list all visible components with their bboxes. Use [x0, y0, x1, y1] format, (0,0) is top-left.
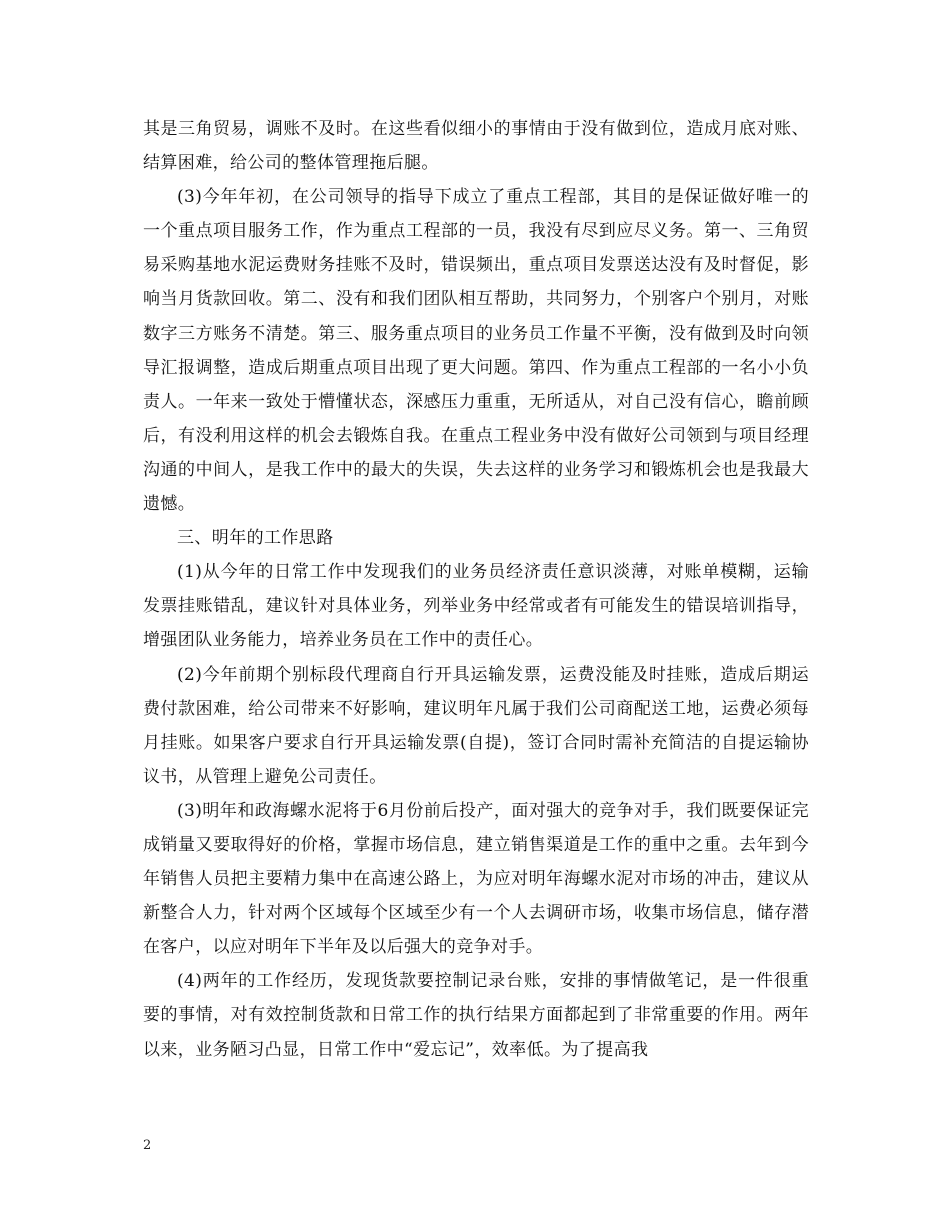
section-heading-next-year-plan: 三、明年的工作思路: [177, 528, 334, 549]
page-number: 2: [143, 1138, 152, 1153]
paragraph-key-project-department: (3)今年年初，在公司领导的指导下成立了重点工程部，其目的是保证做好唯一的一个重点项目服务工作，作为重点工程部的一员，我没有尽到应尽义务。第一、三角贸易采购基地水泥运费财务挂账不及时，错误频出，重点项目发票送达没有及时督促，影响当月货款回收。第二、没有和我们团队相互帮助，共同努力，个别客户个别月，对账数字三方账务不清楚。第三、服务重点项目的业务员工作量不平衡，没有做到及时向领导汇报调整，造成后期重点项目出现了更大问题。第四、作为重点工程部的一名小小负责人。一年来一致处于懵懂状态，深感压力重重，无所适从，对自己没有信心，瞻前顾后，有没利用这样的机会去锻炼自我。在重点工程业务中没有做好公司领到与项目经理沟通的中间人，是我工作中的最大的失误，失去这样的业务学习和锻炼机会也是我最大遗憾。: [143, 187, 809, 515]
paragraph-plan-item-3: (3)明年和政海螺水泥将于6月份前后投产，面对强大的竞争对手，我们既要保证完成销量又要取得好的价格，掌握市场信息，建立销售渠道是工作的重中之重。去年到今年销售人员把主要精力集中在高速公路上，为应对明年海螺水泥对市场的冲击，建议从新整合人力，针对两个区域每个区域至少有一个人去调研市场，收集市场信息，储存潜在客户，以应对明年下半年及以后强大的竞争对手。: [143, 800, 809, 958]
paragraph-plan-item-1: (1)从今年的日常工作中发现我们的业务员经济责任意识淡薄，对账单模糊，运输发票挂账错乱，建议针对具体业务，列举业务中经常或者有可能发生的错误培训指导，增强团队业务能力，培养业务员在工作中的责任心。: [143, 562, 809, 651]
paragraph-continuation: 其是三角贸易，调账不及时。在这些看似细小的事情由于没有做到位，造成月底对账、结算困难，给公司的整体管理拖后腿。: [143, 119, 809, 174]
paragraph-plan-item-2: (2)今年前期个别标段代理商自行开具运输发票，运费没能及时挂账，造成后期运费付款困难，给公司带来不好影响，建议明年凡属于我们公司商配送工地，运费必须每月挂账。如果客户要求自行开具运输发票(自提)，签订合同时需补充简洁的自提运输协议书，从管理上避免公司责任。: [143, 664, 809, 787]
paragraph-plan-item-4: (4)两年的工作经历，发现货款要控制记录台账，安排的事情做笔记，是一件很重要的事情，对有效控制货款和日常工作的执行结果方面都起到了非常重要的作用。两年以来，业务陋习凸显，日常工作中“爱忘记”，效率低。为了提高我: [143, 971, 809, 1060]
document-body: [143, 112, 809, 1067]
